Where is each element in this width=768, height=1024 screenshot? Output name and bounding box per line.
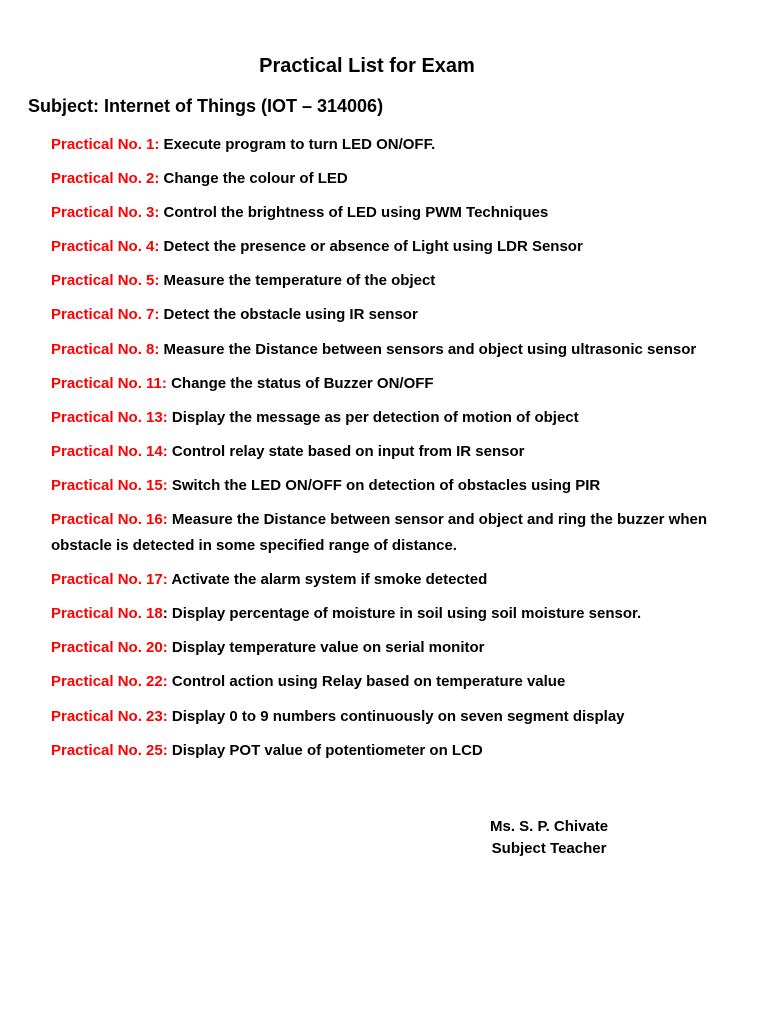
- practical-description: Switch the LED ON/OFF on detection of obstacles using PIR: [167, 476, 601, 494]
- practical-description: Execute program to turn LED ON/OFF.: [159, 136, 436, 153]
- teacher-name: Ms. S. P. Chivate: [490, 818, 609, 835]
- practical-label: Practical No. 22:: [51, 673, 168, 691]
- practical-label: Practical No. 25:: [51, 741, 168, 759]
- practical-item: [51, 635, 741, 661]
- practical-description: Activate the alarm system if smoke detected: [167, 571, 488, 589]
- practical-label: Practical No. 18: [51, 605, 163, 623]
- practical-item: [51, 337, 741, 363]
- practical-description: Detect the presence or absence of Light using LDR Sensor: [159, 238, 583, 256]
- practical-label: Practical No. 13:: [51, 408, 168, 426]
- practical-label: Practical No. 3:: [51, 204, 160, 222]
- practical-description: Control action using Relay based on temperature value: [167, 673, 566, 691]
- practical-description: Control relay state based on input from IR sensor: [167, 442, 525, 460]
- practical-description: Display temperature value on serial monitor: [167, 639, 485, 657]
- practical-item: [51, 234, 741, 260]
- practical-label: Practical No. 5:: [51, 272, 160, 290]
- practical-item: [51, 268, 741, 294]
- practical-label: Practical No. 20:: [51, 639, 168, 657]
- teacher-role: Subject Teacher: [491, 840, 607, 857]
- practical-label: Practical No. 7:: [51, 306, 160, 324]
- signature-block: [490, 816, 608, 860]
- practical-item: [51, 601, 741, 627]
- practical-label: Practical No. 2:: [51, 170, 160, 188]
- practical-label: Practical No. 15:: [51, 476, 168, 494]
- practical-item: [51, 567, 741, 593]
- practical-item: [51, 132, 741, 158]
- practical-label: Practical No. 11:: [51, 374, 167, 392]
- practical-list: [51, 132, 741, 772]
- practical-description: Detect the obstacle using IR sensor: [159, 306, 418, 324]
- practical-label: Practical No. 8:: [51, 340, 160, 358]
- practical-item: [51, 507, 741, 559]
- practical-description: Control the brightness of LED using PWM Techniques: [159, 204, 549, 222]
- subject-heading: Subject: Internet of Things (IOT – 314006): [28, 96, 384, 116]
- page-title: Practical List for Exam: [259, 55, 475, 77]
- practical-label: Practical No. 1:: [51, 136, 160, 153]
- practical-label: Practical No. 4:: [51, 238, 160, 256]
- practical-description: Change the status of Buzzer ON/OFF: [166, 374, 434, 392]
- practical-item: [51, 473, 741, 499]
- practical-label: Practical No. 14:: [51, 442, 168, 460]
- practical-item: [51, 371, 741, 397]
- practical-label: Practical No. 23:: [51, 707, 168, 725]
- practical-description: Measure the temperature of the object: [159, 272, 436, 290]
- practical-item: [51, 738, 741, 764]
- practical-item: [51, 669, 741, 695]
- practical-item: [51, 302, 741, 328]
- practical-label: Practical No. 16:: [51, 511, 168, 529]
- practical-description: Measure the Distance between sensor and object and ring the buzzer when obstacle is detected in some specified range of distance.: [51, 511, 708, 555]
- practical-item: [51, 200, 741, 226]
- practical-description: Change the colour of LED: [159, 170, 348, 188]
- practical-description: Measure the Distance between sensors and object using ultrasonic sensor: [159, 340, 697, 358]
- practical-description: Display POT value of potentiometer on LCD: [167, 741, 483, 759]
- practical-description: : Display percentage of moisture in soil using soil moisture sensor.: [162, 605, 642, 623]
- practical-description: Display 0 to 9 numbers continuously on seven segment display: [167, 707, 625, 725]
- practical-item: [51, 704, 741, 730]
- practical-item: [51, 166, 741, 192]
- practical-label: Practical No. 17:: [51, 571, 168, 589]
- practical-item: [51, 439, 741, 465]
- practical-item: [51, 405, 741, 431]
- practical-description: Display the message as per detection of motion of object: [167, 408, 579, 426]
